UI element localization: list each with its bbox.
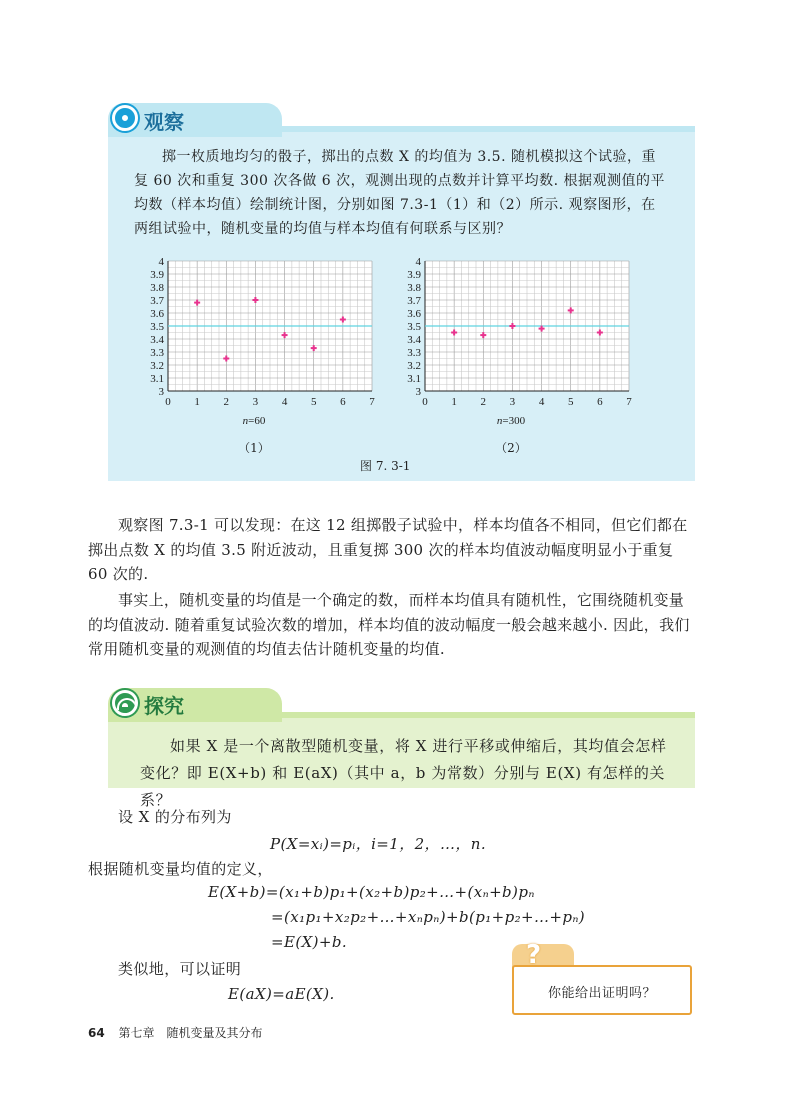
distribution-formula: P(X=xᵢ)=pᵢ，i=1，2，…，n. <box>270 835 486 853</box>
x-tick-label: 6 <box>340 396 346 408</box>
observe-title: 观察 <box>144 110 184 134</box>
paragraph-1: 观察图 7.3-1 可以发现：在这 12 组掷骰子试验中，样本均值各不相同，但它们都在掷出点数 X 的均值 3.5 附近波动，且重复掷 300 次的样本均值波动幅度明显小于重复 60 次的. <box>88 516 688 583</box>
y-tick-label: 3.8 <box>150 282 164 294</box>
equation-line-1: E(X+b)=(x₁+b)p₁+(x₂+b)p₂+…+(xₙ+b)pₙ <box>208 883 535 901</box>
figure-caption: 图 7. 3-1 <box>360 459 411 473</box>
derivation-by-definition: 根据随机变量均值的定义， <box>88 860 273 878</box>
x-tick-label: 2 <box>480 396 487 408</box>
y-tick-label: 4 <box>415 256 421 268</box>
equation-line-4: E(aX)=aE(X). <box>228 985 335 1003</box>
equation-line-3: =E(X)+b. <box>271 933 348 951</box>
x-tick-label: 5 <box>310 396 317 408</box>
x-tick-label: 1 <box>451 396 457 408</box>
x-tick-label: 5 <box>567 396 574 408</box>
x-tick-label: 1 <box>194 396 200 408</box>
x-tick-label: 0 <box>165 396 171 408</box>
x-tick-label: 2 <box>223 396 230 408</box>
y-tick-label: 3.9 <box>150 269 164 281</box>
x-tick-label: 4 <box>281 396 288 408</box>
explore-text: 如果 X 是一个离散型随机变量，将 X 进行平移或伸缩后，其均值会怎样变化？即 E(X+b) 和 E(aX)（其中 a，b 为常数）分别与 E(X) 有怎样的关系？ <box>140 737 667 809</box>
scatter-plot-2-svg <box>395 253 635 453</box>
y-tick-label: 3.3 <box>407 347 421 359</box>
scatter-plot-2 <box>395 253 635 453</box>
x-tick-label: 4 <box>538 396 545 408</box>
scatter-plot-1 <box>138 253 378 453</box>
observe-text: 掷一枚质地均匀的骰子，掷出的点数 X 的均值为 3.5. 随机模拟这个试验，重复 60 次和重复 300 次各做 6 次，观测出现的点数并计算平均数. 根据观测值的平均数（样本均值）绘制统计图，分别如图 7.3-1（1）和（2）所示. 观察图形，在两组试验中，随机变量的均值与样本均值有何联系与区别？ <box>134 149 666 237</box>
page-footer <box>88 1024 263 1041</box>
chapter-title: 第七章 随机变量及其分布 <box>118 1026 263 1040</box>
note-text: 你能给出证明吗？ <box>548 986 657 1001</box>
x-tick-label: 6 <box>597 396 603 408</box>
y-tick-label: 4 <box>158 256 164 268</box>
scatter-plot-1-svg <box>138 253 378 453</box>
x-tick-label: 7 <box>369 396 375 408</box>
y-tick-label: 3.7 <box>407 295 421 307</box>
page-number: 64 <box>88 1026 105 1040</box>
x-axis-label: n=60 <box>242 415 266 427</box>
y-tick-label: 3.2 <box>407 360 421 372</box>
x-tick-label: 3 <box>509 396 516 408</box>
derivation-intro: 设 X 的分布列为 <box>118 808 232 826</box>
y-tick-label: 3.6 <box>150 308 164 320</box>
y-tick-label: 3.4 <box>407 334 421 346</box>
y-tick-label: 3 <box>158 386 164 398</box>
derivation-similar: 类似地，可以证明 <box>118 960 242 978</box>
explore-bridge-icon <box>112 690 138 716</box>
subfigure-label: （1） <box>238 441 270 453</box>
observe-eye-icon <box>112 105 138 131</box>
x-tick-label: 0 <box>422 396 428 408</box>
y-tick-label: 3.6 <box>407 308 421 320</box>
y-tick-label: 3.9 <box>407 269 421 281</box>
y-tick-label: 3.1 <box>407 373 421 385</box>
explore-stripe <box>282 712 695 718</box>
x-tick-label: 7 <box>626 396 632 408</box>
equation-line-2: =(x₁p₁+x₂p₂+…+xₙpₙ)+b(p₁+p₂+…+pₙ) <box>271 908 586 926</box>
observe-stripe <box>282 126 695 132</box>
y-tick-label: 3.5 <box>150 321 164 333</box>
y-tick-label: 3.4 <box>150 334 164 346</box>
y-tick-label: 3.3 <box>150 347 164 359</box>
question-mark-icon: ? <box>526 940 542 970</box>
x-tick-label: 3 <box>252 396 259 408</box>
y-tick-label: 3.8 <box>407 282 421 294</box>
subfigure-label: （2） <box>495 441 527 453</box>
y-tick-label: 3.5 <box>407 321 421 333</box>
y-tick-label: 3.1 <box>150 373 164 385</box>
y-tick-label: 3.7 <box>150 295 164 307</box>
x-axis-label: n=300 <box>496 415 526 427</box>
paragraph-2: 事实上，随机变量的均值是一个确定的数，而样本均值具有随机性，它围绕随机变量的均值波动. 随着重复试验次数的增加，样本均值的波动幅度一般会越来越小. 因此，我们常用随机变量的观测值的均值去估计随机变量的均值. <box>88 591 690 658</box>
y-tick-label: 3.2 <box>150 360 164 372</box>
y-tick-label: 3 <box>415 386 421 398</box>
explore-title: 探究 <box>144 694 184 718</box>
